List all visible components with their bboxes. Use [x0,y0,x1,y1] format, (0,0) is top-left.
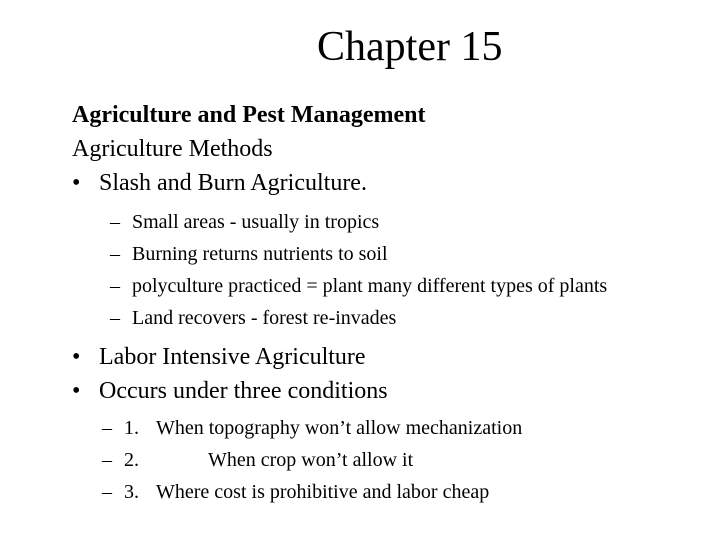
chapter-heading: Agriculture and Pest Management [72,102,426,128]
item-number: 3. [124,481,139,503]
dash-icon: – [110,307,120,329]
dash-icon: – [102,481,112,503]
bullet-text: Slash and Burn Agriculture. [99,170,367,196]
sub-list [72,412,712,508]
sub-item-text: When crop won’t allow it [208,449,414,471]
bullet-item [72,340,712,374]
bullet-text: Labor Intensive Agriculture [99,344,366,370]
item-number: 2. [124,449,139,471]
bullet-text: Occurs under three conditions [99,378,388,404]
sub-list [72,206,712,334]
sub-item-text: polyculture practiced = plant many different types of plants [132,275,608,297]
sub-item [72,444,712,476]
dash-icon: – [102,417,112,439]
dash-icon: – [110,275,120,297]
sub-item [72,238,712,270]
sub-item-text: Land recovers - forest re-invades [132,307,397,329]
bullet-icon: • [72,378,81,404]
item-number: 1. [124,417,139,439]
slide-title: Chapter 15 [317,24,503,70]
sub-item [72,270,712,302]
sub-item-text: Where cost is prohibitive and labor cheap [156,481,490,503]
sub-item-text: Burning returns nutrients to soil [132,243,388,265]
slide-body [72,98,712,508]
dash-icon: – [110,243,120,265]
bullet-item [72,374,712,408]
dash-icon: – [102,449,112,471]
bullet-icon: • [72,344,81,370]
section-subheading: Agriculture Methods [72,136,273,162]
bullet-icon: • [72,170,81,196]
sub-item [72,302,712,334]
sub-item-text: When topography won’t allow mechanization [156,417,523,439]
sub-item-text: Small areas - usually in tropics [132,211,380,233]
bullet-item [72,166,712,200]
sub-item [72,476,712,508]
dash-icon: – [110,211,120,233]
sub-item [72,206,712,238]
sub-item [72,412,712,444]
